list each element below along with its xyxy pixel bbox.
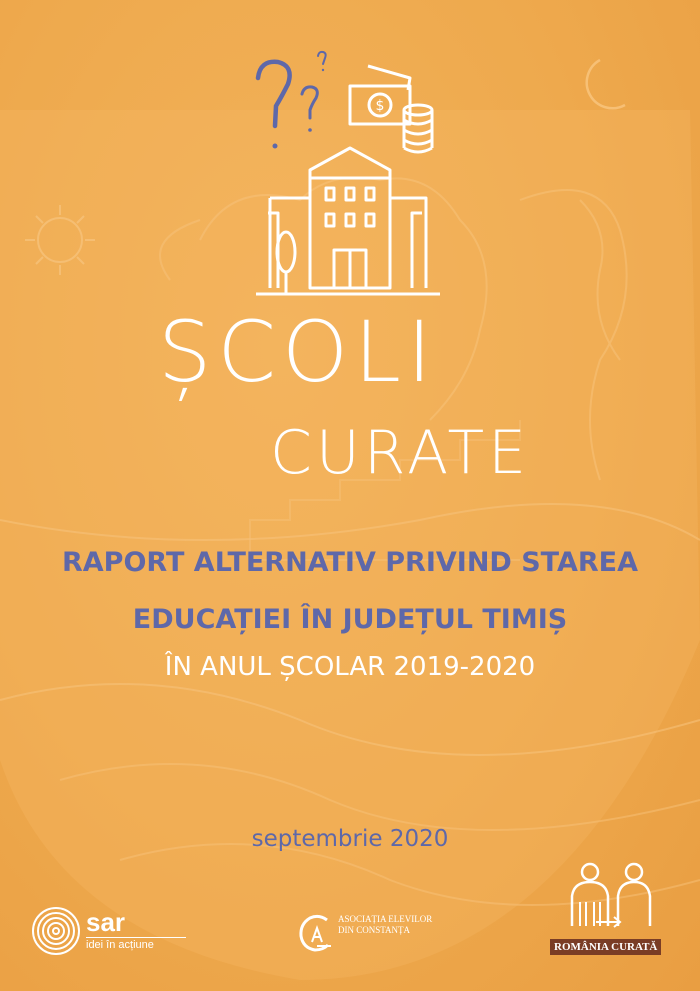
coins-icon [404,105,432,152]
subtitle-line3: ÎN ANUL ȘCOLAR 2019-2020 [164,652,536,682]
asociatia-emblem-icon [297,912,335,952]
sar-tagline: idei în acțiune [86,939,154,951]
report-title-line2: CURATE [270,418,531,488]
asociatia-name: ASOCIAȚIA ELEVILOR DIN CONSTANȚA [338,914,433,935]
report-date: septembrie 2020 [251,826,449,852]
asociatia-logo [297,912,437,960]
romania-curata-logo [548,862,676,967]
money-icon [350,66,410,124]
sar-logo [30,905,190,965]
sar-fingerprint-icon [30,905,82,957]
tree-icon [277,232,295,294]
svg-text:$: $ [375,98,385,114]
subtitle-line2: EDUCAȚIEI ÎN JUDEȚUL TIMIȘ [132,604,568,635]
moon-icon [587,60,625,108]
romania-curata-label: ROMÂNIA CURATĂ [550,939,661,955]
people-icon [562,862,662,928]
subtitle-line1: RAPORT ALTERNATIV PRIVIND STAREA [61,547,639,578]
sar-divider [86,937,186,938]
school-illustration [250,48,450,308]
question-mark-icon [258,52,326,149]
report-title-line1: ȘCOLI [158,303,438,401]
sar-name: sar [86,907,126,937]
